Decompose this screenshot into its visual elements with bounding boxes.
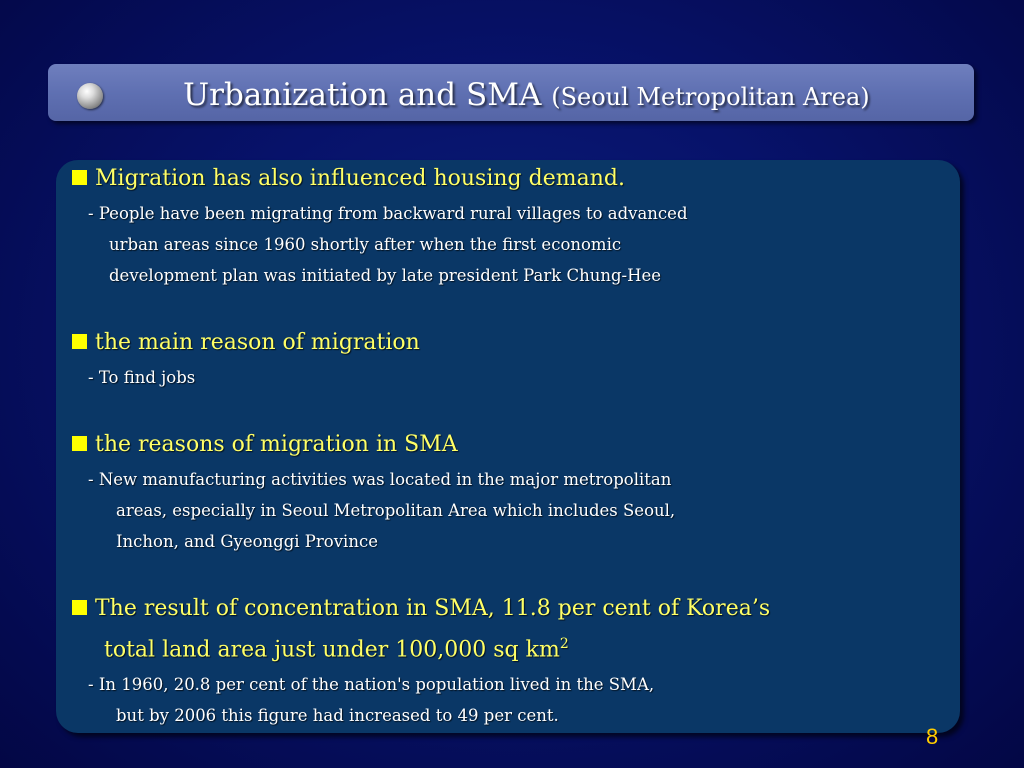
- section-heading: the main reason of migration: [72, 330, 420, 355]
- slide-title: [183, 77, 870, 113]
- body-line: Inchon, and Gyeonggi Province: [116, 532, 378, 551]
- slide-title-sub: (Seoul Metropolitan Area): [551, 83, 870, 111]
- body-line: areas, especially in Seoul Metropolitan Area which includes Seoul,: [116, 501, 676, 520]
- body-line: development plan was initiated by late president Park Chung-Hee: [109, 266, 662, 285]
- body-line: - To find jobs: [88, 368, 196, 387]
- square-bullet-icon: [72, 600, 87, 615]
- slide-title-main: Urbanization and SMA: [183, 77, 542, 113]
- square-bullet-icon: [72, 170, 87, 185]
- body-line: urban areas since 1960 shortly after when the first economic: [109, 235, 622, 254]
- body-line: - People have been migrating from backward rural villages to advanced: [88, 204, 688, 223]
- body-line: but by 2006 this figure had increased to 49 per cent.: [116, 706, 559, 725]
- body-line: - In 1960, 20.8 per cent of the nation's population lived in the SMA,: [88, 675, 655, 694]
- body-line: - New manufacturing activities was located in the major metropolitan: [88, 470, 672, 489]
- section-heading-continuation: total land area just under 100,000 sq $km^2$: [104, 636, 569, 663]
- sphere-icon: [77, 83, 103, 109]
- square-bullet-icon: [72, 334, 87, 349]
- square-bullet-icon: [72, 436, 87, 451]
- superscript: 2: [559, 636, 569, 652]
- page-number: 8: [926, 724, 939, 749]
- section-heading: the reasons of migration in SMA: [72, 432, 458, 457]
- section-heading: Migration has also influenced housing demand.: [72, 166, 625, 191]
- section-heading: The result of concentration in SMA, 11.8 per cent of Korea’s: [72, 596, 770, 621]
